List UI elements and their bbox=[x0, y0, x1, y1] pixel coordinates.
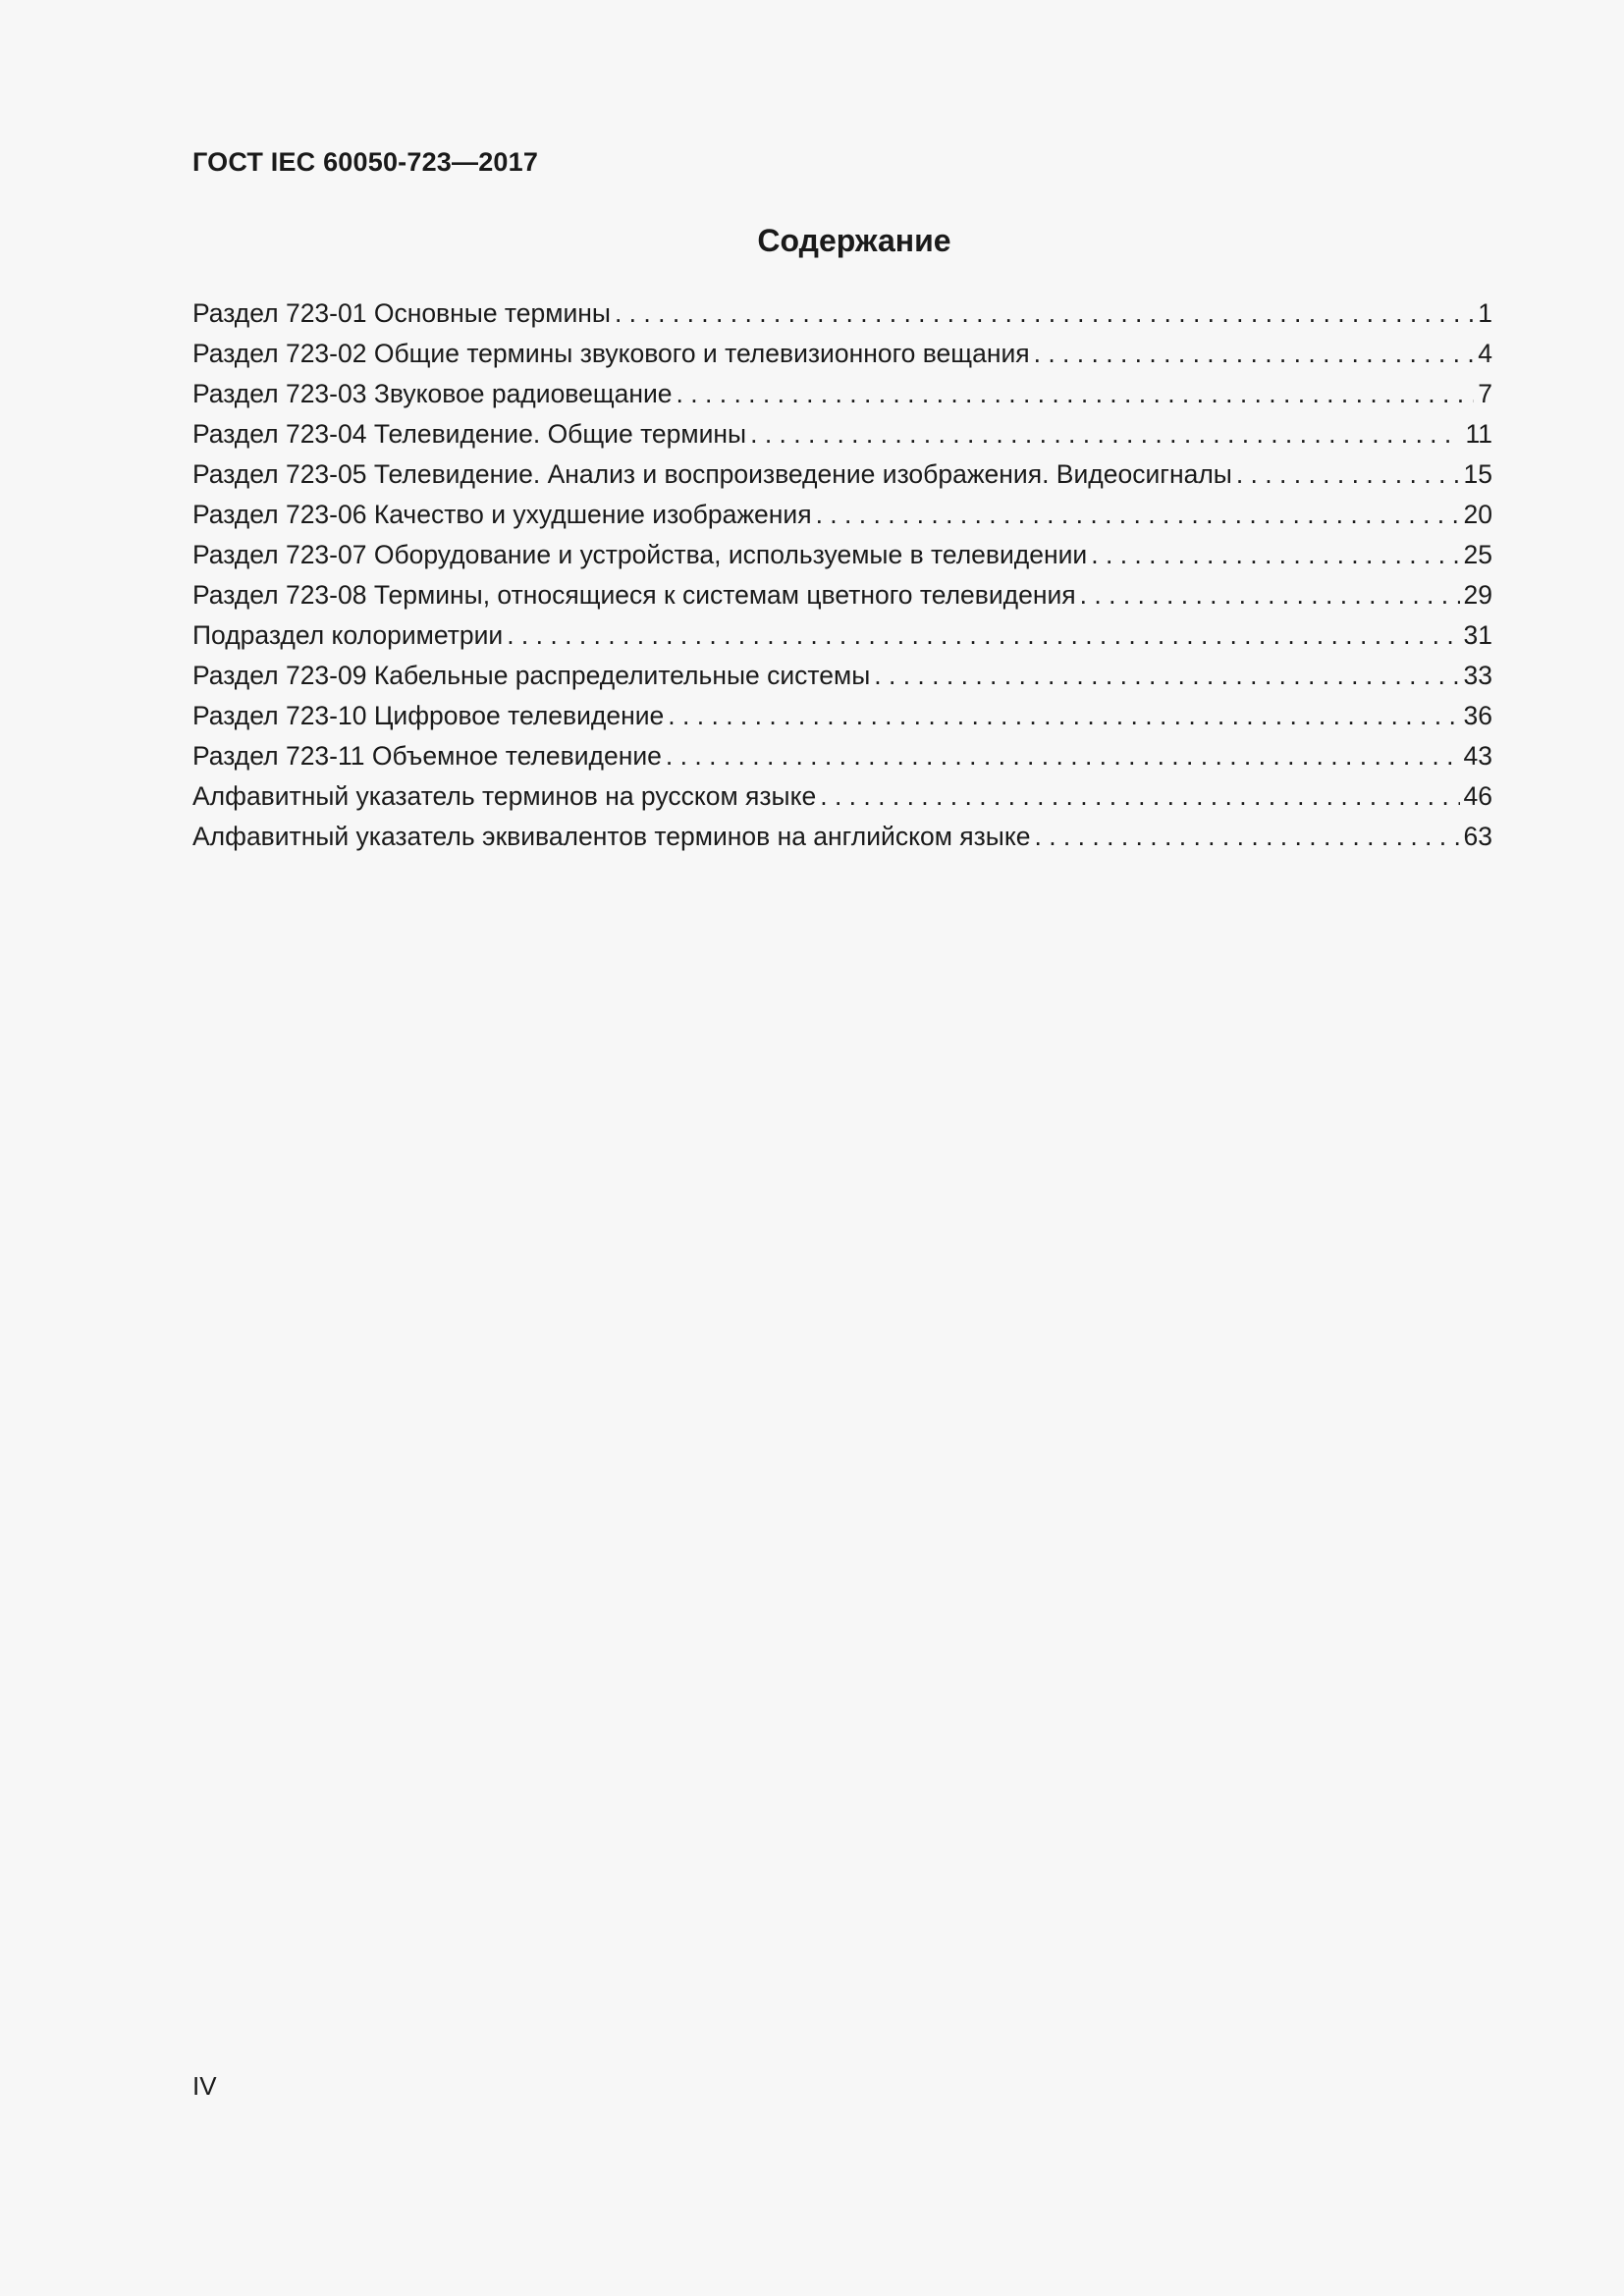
document-code: ГОСТ IEC 60050-723—2017 bbox=[192, 147, 539, 177]
toc-entry-label: Раздел 723-01 Основные термины bbox=[192, 298, 611, 328]
toc-entry-label: Алфавитный указатель терминов на русском языке bbox=[192, 781, 817, 811]
toc-entry-label: Подраздел колориметрии bbox=[192, 620, 504, 650]
toc-entry-page: 31 bbox=[1463, 620, 1492, 650]
toc-entry-page: 4 bbox=[1478, 339, 1492, 368]
toc-dot-leader bbox=[1236, 457, 1460, 491]
toc-dot-leader bbox=[668, 699, 1459, 732]
toc-entry-label: Раздел 723-04 Телевидение. Общие термины bbox=[192, 419, 747, 449]
toc-entry-page: 1 bbox=[1478, 298, 1492, 328]
toc-entry[interactable] bbox=[192, 659, 1492, 699]
toc-entry-label: Раздел 723-02 Общие термины звукового и телевизионного вещания bbox=[192, 339, 1030, 368]
toc-entry-label: Раздел 723-09 Кабельные распределительные системы bbox=[192, 661, 871, 690]
toc-entry[interactable] bbox=[192, 699, 1492, 739]
toc-dot-leader bbox=[507, 618, 1459, 652]
toc-entry-page: 11 bbox=[1465, 419, 1492, 449]
toc-entry-label: Алфавитный указатель эквивалентов терминов на английском языке bbox=[192, 822, 1031, 851]
toc-entry-label: Раздел 723-06 Качество и ухудшение изображения bbox=[192, 500, 812, 529]
toc-entry-page: 33 bbox=[1463, 661, 1492, 690]
toc-entry[interactable] bbox=[192, 618, 1492, 659]
toc-entry-page: 7 bbox=[1478, 379, 1492, 408]
toc-entry-page: 36 bbox=[1463, 701, 1492, 730]
toc-entry-label: Раздел 723-07 Оборудование и устройства, используемые в телевидении bbox=[192, 540, 1088, 569]
toc-dot-leader bbox=[874, 659, 1459, 692]
toc-entry-label: Раздел 723-11 Объемное телевидение bbox=[192, 741, 662, 771]
toc-entry-page: 29 bbox=[1463, 580, 1492, 610]
toc-entry[interactable] bbox=[192, 578, 1492, 618]
toc-entry[interactable] bbox=[192, 296, 1492, 337]
toc-entry[interactable] bbox=[192, 417, 1492, 457]
toc-dot-leader bbox=[750, 417, 1461, 451]
toc-entry[interactable] bbox=[192, 498, 1492, 538]
page-number: IV bbox=[192, 2071, 217, 2101]
toc-entry[interactable] bbox=[192, 337, 1492, 377]
toc-entry-page: 15 bbox=[1463, 459, 1492, 489]
toc-entry-label: Раздел 723-03 Звуковое радиовещание bbox=[192, 379, 673, 408]
toc-dot-leader bbox=[1080, 578, 1460, 612]
toc-dot-leader bbox=[615, 296, 1474, 330]
toc-title: Содержание bbox=[757, 223, 951, 258]
toc-entry[interactable] bbox=[192, 538, 1492, 578]
table-of-contents bbox=[192, 296, 1492, 860]
toc-dot-leader bbox=[677, 377, 1475, 410]
toc-dot-leader bbox=[1034, 820, 1459, 853]
toc-entry-page: 43 bbox=[1463, 741, 1492, 771]
toc-entry[interactable] bbox=[192, 739, 1492, 779]
toc-entry[interactable] bbox=[192, 779, 1492, 820]
toc-entry-page: 20 bbox=[1463, 500, 1492, 529]
toc-entry-page: 46 bbox=[1463, 781, 1492, 811]
toc-entry[interactable] bbox=[192, 820, 1492, 860]
toc-dot-leader bbox=[816, 498, 1460, 531]
toc-dot-leader bbox=[820, 779, 1459, 813]
toc-entry[interactable] bbox=[192, 457, 1492, 498]
toc-entry-page: 63 bbox=[1463, 822, 1492, 851]
toc-entry-label: Раздел 723-05 Телевидение. Анализ и воспроизведение изображения. Видеосигналы bbox=[192, 459, 1232, 489]
toc-entry[interactable] bbox=[192, 377, 1492, 417]
toc-entry-label: Раздел 723-10 Цифровое телевидение bbox=[192, 701, 665, 730]
toc-dot-leader bbox=[1034, 337, 1475, 370]
toc-entry-label: Раздел 723-08 Термины, относящиеся к системам цветного телевидения bbox=[192, 580, 1076, 610]
toc-entry-page: 25 bbox=[1463, 540, 1492, 569]
toc-dot-leader bbox=[666, 739, 1460, 773]
toc-dot-leader bbox=[1091, 538, 1459, 571]
